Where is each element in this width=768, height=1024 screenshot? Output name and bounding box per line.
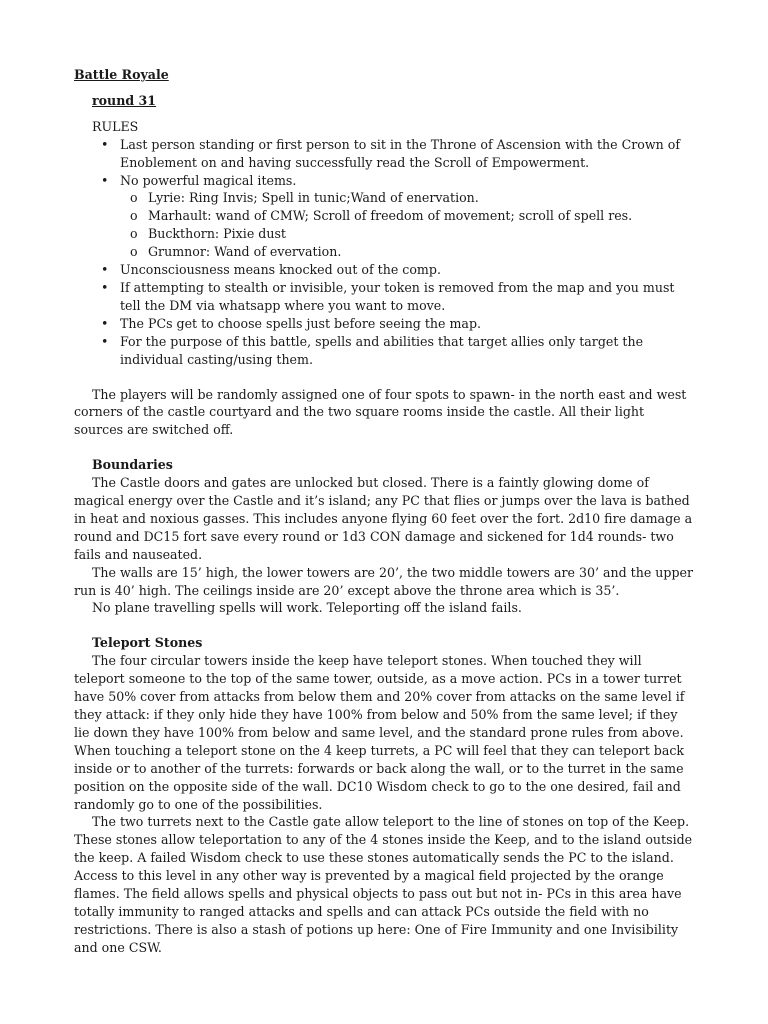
- rule-text: For the purpose of this battle, spells and abilities that target allies only target the individual casting/using them.: [120, 333, 644, 367]
- boundaries-heading: Boundaries: [92, 457, 173, 473]
- magic-item: [120, 243, 696, 261]
- sub-bullet-icon: o: [130, 208, 138, 224]
- bullet-icon: •: [101, 172, 109, 188]
- magic-item-text: Lyrie: Ring Invis; Spell in tunic;Wand of enervation.: [148, 190, 479, 206]
- magic-item: [120, 207, 696, 225]
- bullet-icon: •: [101, 315, 109, 331]
- rules-label: RULES: [92, 118, 139, 134]
- spacer: [74, 617, 696, 634]
- magic-item-text: Grumnor: Wand of evervation.: [148, 244, 342, 260]
- sub-bullet-icon: o: [130, 226, 138, 242]
- teleport-paragraph: The four circular towers inside the keep have teleport stones. When touched they will teleport someone to the top of the same tower, outside, as a move action. PCs in a tower turret have 50% cover from attacks from below them and 20% cover from attacks on the same level if they attack: if they only hide they have 100% from below and 50% from the same level; if they lie down they have 100% from below and same level, and the standard prone rules from above. When touching a teleport stone on the 4 keep turrets, a PC will feel that they can teleport back inside or to another of the turrets: forwards or back along the wall, or to the turret in the same position on the opposite side of the wall. DC10 Wisdom check to go to the one desired, fail and randomly go to one of the possibilities.: [74, 653, 685, 812]
- rule-text: The PCs get to choose spells just before seeing the map.: [120, 315, 482, 331]
- teleport-paragraph: The two turrets next to the Castle gate allow teleport to the line of stones on top of the Keep. These stones allow teleportation to any of the 4 stones inside the Keep, and to the island outside the keep. A failed Wisdom check to use these stones automatically sends the PC to the island. Access to this level in any other way is prevented by a magical field projected by the orange flames. The field allows spells and physical objects to pass out but not in- PCs in this area have totally immunity to ranged attacks and spells and can attack PCs outside the field with no restrictions. There is also a stash of potions up here: One of Fire Immunity and one Invisibility and one CSW.: [74, 814, 693, 955]
- magic-item: [120, 189, 696, 207]
- magic-item-text: Marhault: wand of CMW; Scroll of freedom of movement; scroll of spell res.: [148, 208, 633, 224]
- bullet-icon: •: [101, 136, 109, 152]
- rule-text: Unconsciousness means knocked out of the comp.: [120, 262, 441, 278]
- boundaries-paragraph: The walls are 15’ high, the lower towers are 20’, the two middle towers are 30’ and the upper run is 40’ high. The ceilings inside are 20’ except above the throne area which is 35’.: [74, 564, 694, 598]
- rule-item: [74, 333, 696, 369]
- document-title: Battle Royale: [74, 67, 169, 82]
- rule-text: If attempting to stealth or invisible, your token is removed from the map and you must tell the DM via whatsapp where you want to move.: [120, 279, 675, 313]
- spacer: [74, 439, 696, 456]
- sub-bullet-icon: o: [130, 190, 138, 206]
- rules-list: [74, 136, 696, 369]
- rule-item: [74, 261, 696, 279]
- round-heading: round 31: [92, 92, 157, 108]
- boundaries-paragraph: No plane travelling spells will work. Teleporting off the island fails.: [92, 600, 522, 616]
- bullet-icon: •: [101, 279, 109, 295]
- spawn-paragraph: The players will be randomly assigned one of four spots to spawn- in the north east and west corners of the castle courtyard and the two square rooms inside the castle. All their light sources are switched off.: [74, 386, 687, 438]
- document-page: [74, 66, 696, 957]
- bullet-icon: •: [101, 333, 109, 349]
- sub-bullet-icon: o: [130, 244, 138, 260]
- rule-item: [74, 136, 696, 172]
- magic-items-list: [120, 189, 696, 261]
- teleport-stones-heading: Teleport Stones: [92, 635, 203, 651]
- magic-item-text: Buckthorn: Pixie dust: [148, 226, 286, 242]
- rule-item: [74, 279, 696, 315]
- boundaries-paragraph: The Castle doors and gates are unlocked but closed. There is a faintly glowing dome of magical energy over the Castle and it’s island; any PC that flies or jumps over the lava is bathed in heat and noxious gasses. This includes anyone flying 60 feet over the fort. 2d10 fire damage a round and DC15 fort save every round or 1d3 CON damage and sickened for 1d4 rounds- two fails and nauseated.: [74, 475, 693, 562]
- rule-text: Last person standing or first person to sit in the Throne of Ascension with the Crown of Enoblement on and having successfully read the Scroll of Empowerment.: [120, 136, 680, 170]
- rule-item: [74, 172, 696, 262]
- rule-text: No powerful magical items.: [120, 172, 297, 188]
- bullet-icon: •: [101, 262, 109, 278]
- spacer: [74, 369, 696, 386]
- rule-item: [74, 315, 696, 333]
- magic-item: [120, 225, 696, 243]
